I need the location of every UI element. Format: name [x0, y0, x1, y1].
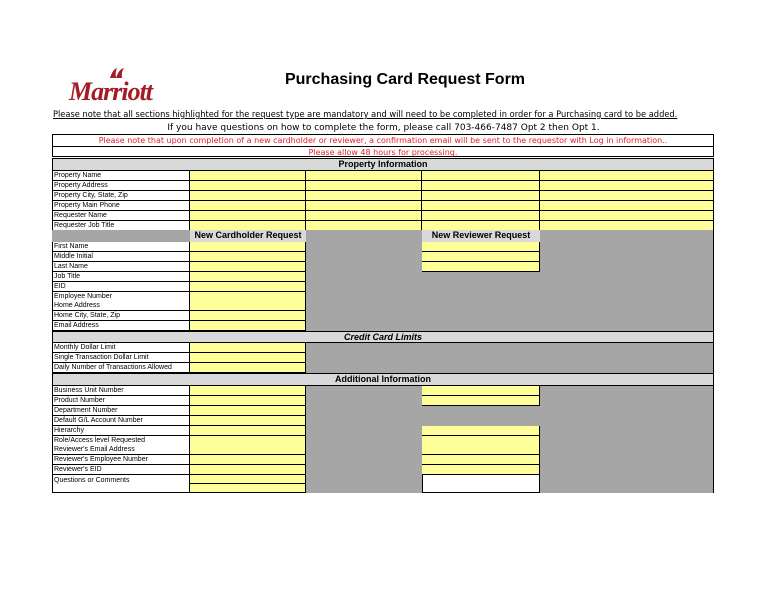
field-label: Requester Name: [52, 211, 190, 221]
field-label: Middle Initial: [52, 252, 190, 262]
grid-right-border: [713, 158, 714, 493]
cardholder-input-cell[interactable]: [190, 242, 306, 252]
comments-input-cell[interactable]: [190, 484, 306, 493]
section-header-additional: Additional Information: [52, 373, 714, 386]
additional-input-cell[interactable]: [190, 455, 306, 465]
additional-input-cell[interactable]: [190, 465, 306, 475]
field-label: Hierarchy: [52, 426, 190, 436]
property-input-cell[interactable]: [540, 211, 714, 221]
cardholder-input-cell[interactable]: [190, 292, 306, 302]
property-input-cell[interactable]: [540, 201, 714, 211]
section-header-reviewer: New Reviewer Request: [422, 230, 540, 242]
reviewer-additional-cell[interactable]: [422, 386, 540, 396]
section-header-cardholder: New Cardholder Request: [190, 230, 306, 242]
section-header-limits: Credit Card Limits: [52, 331, 714, 343]
field-label: Requester Job Title: [52, 221, 190, 231]
reviewer-input-cell[interactable]: [422, 252, 540, 262]
field-label: Property City, State, Zip: [52, 191, 190, 201]
property-input-cell[interactable]: [422, 171, 540, 181]
property-input-cell[interactable]: [540, 181, 714, 191]
field-label: Home City, State, Zip: [52, 311, 190, 321]
field-label: Last Name: [52, 262, 190, 272]
limit-input-cell[interactable]: [190, 343, 306, 353]
property-input-cell[interactable]: [190, 191, 306, 201]
field-label: Department Number: [52, 406, 190, 416]
mandatory-note: Please note that all sections highlighted for the request type are mandatory and will need to be completed in order for a Purchasing card to be added.: [53, 110, 678, 120]
reviewer-input-cell[interactable]: [422, 242, 540, 252]
property-input-cell[interactable]: [190, 211, 306, 221]
cardholder-input-cell[interactable]: [190, 252, 306, 262]
field-label: Email Address: [52, 321, 190, 331]
page-title: Purchasing Card Request Form: [284, 71, 526, 88]
field-label: Home Address: [52, 301, 190, 311]
additional-input-cell[interactable]: [190, 396, 306, 406]
cardholder-input-cell[interactable]: [190, 321, 306, 331]
property-input-cell[interactable]: [190, 201, 306, 211]
reviewer-additional-cell[interactable]: [422, 465, 540, 475]
field-label: Default G/L Account Number: [52, 416, 190, 426]
field-label: EID: [52, 282, 190, 292]
reviewer-additional-cell[interactable]: [422, 426, 540, 436]
questions-note: If you have questions on how to complete the form, please call 703-466-7487 Opt 2 then Opt 1.: [167, 123, 600, 133]
field-label: Single Transaction Dollar Limit: [52, 353, 190, 363]
additional-input-cell[interactable]: [190, 406, 306, 416]
reviewer-input-cell[interactable]: [422, 262, 540, 272]
processing-notice: Please allow 48 hours for processing.: [308, 148, 458, 157]
field-label: Property Main Phone: [52, 201, 190, 211]
field-label: Reviewer's EID: [52, 465, 190, 475]
reviewer-additional-cell[interactable]: [422, 396, 540, 406]
property-input-cell[interactable]: [190, 181, 306, 191]
section-header-property: Property Information: [52, 158, 714, 171]
field-label: Role/Access level Requested: [52, 436, 190, 446]
field-label: Property Address: [52, 181, 190, 191]
additional-input-cell[interactable]: [190, 416, 306, 426]
additional-input-cell[interactable]: [190, 426, 306, 436]
property-input-cell[interactable]: [306, 171, 422, 181]
cardholder-input-cell[interactable]: [190, 272, 306, 282]
property-input-cell[interactable]: [540, 171, 714, 181]
property-input-cell[interactable]: [190, 171, 306, 181]
additional-input-cell[interactable]: [190, 386, 306, 396]
completion-notice: Please note that upon completion of a new cardholder or reviewer, a confirmation email will be sent to the requestor with Log in information..: [98, 136, 668, 145]
field-label: First Name: [52, 242, 190, 252]
reviewer-additional-cell[interactable]: [422, 445, 540, 455]
blocked-area: [306, 230, 422, 242]
field-label: Reviewer's Email Address: [52, 445, 190, 455]
blocked-area: [540, 230, 714, 242]
field-label: Employee Number: [52, 292, 190, 302]
property-input-cell[interactable]: [422, 181, 540, 191]
additional-input-cell[interactable]: [190, 436, 306, 446]
property-input-cell[interactable]: [422, 201, 540, 211]
property-input-cell[interactable]: [422, 191, 540, 201]
cardholder-input-cell[interactable]: [190, 262, 306, 272]
field-label: Property Name: [52, 171, 190, 181]
limit-input-cell[interactable]: [190, 353, 306, 363]
comments-input-cell[interactable]: [190, 475, 306, 484]
field-label: Product Number: [52, 396, 190, 406]
property-input-cell[interactable]: [422, 211, 540, 221]
reviewer-comments-cell[interactable]: [422, 475, 540, 493]
blocked-area: [306, 343, 714, 373]
additional-input-cell[interactable]: [190, 445, 306, 455]
property-input-cell[interactable]: [540, 191, 714, 201]
field-label: Reviewer's Employee Number: [52, 455, 190, 465]
field-label: Monthly Dollar Limit: [52, 343, 190, 353]
cardholder-input-cell[interactable]: [190, 282, 306, 292]
property-input-cell[interactable]: [306, 181, 422, 191]
limit-input-cell[interactable]: [190, 363, 306, 373]
field-label: Job Title: [52, 272, 190, 282]
cardholder-input-cell[interactable]: [190, 311, 306, 321]
field-label: Business Unit Number: [52, 386, 190, 396]
logo-text: Marriott: [69, 77, 153, 106]
property-input-cell[interactable]: [306, 211, 422, 221]
reviewer-additional-cell[interactable]: [422, 455, 540, 465]
field-label: Questions or Comments: [52, 475, 190, 493]
blocked-area: [52, 230, 190, 242]
field-label: Daily Number of Transactions Allowed: [52, 363, 190, 373]
property-input-cell[interactable]: [306, 201, 422, 211]
reviewer-additional-cell[interactable]: [422, 436, 540, 446]
property-input-cell[interactable]: [306, 191, 422, 201]
cardholder-input-cell[interactable]: [190, 301, 306, 311]
